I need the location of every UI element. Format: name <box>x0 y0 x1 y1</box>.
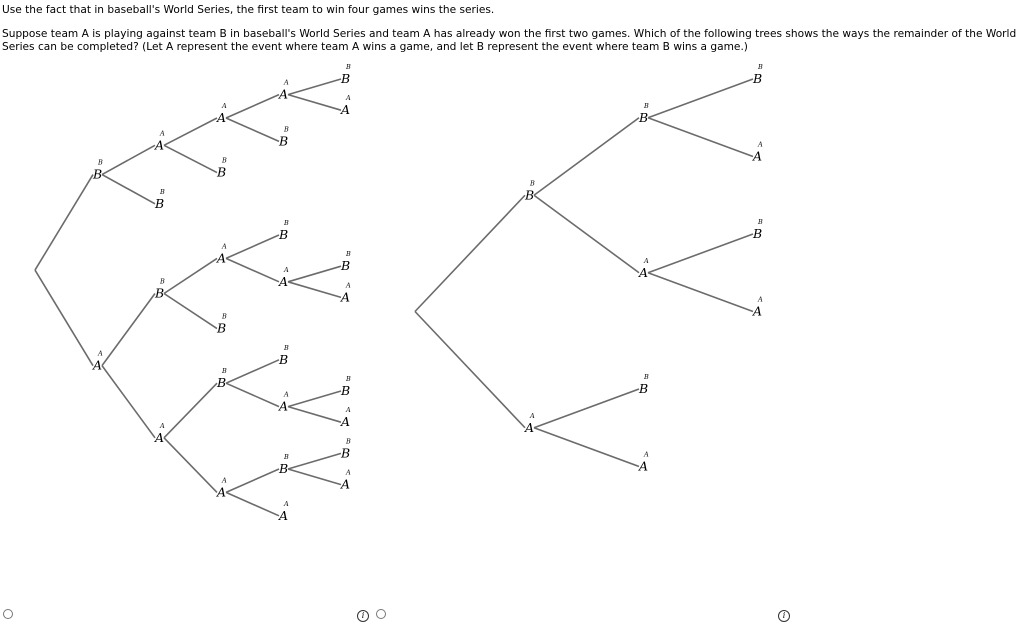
tree-branch <box>288 79 341 95</box>
node-label-b: B <box>93 166 103 182</box>
node-label-b: B <box>753 71 763 86</box>
node-sublabel-b: B <box>346 375 351 383</box>
tree-branch <box>35 270 93 366</box>
node-label-a: A <box>341 414 351 430</box>
tree-branch <box>226 118 279 141</box>
node-sublabel-a: A <box>346 406 351 415</box>
node-sublabel-a: A <box>160 129 165 138</box>
node-sublabel-b: B <box>530 179 535 188</box>
tree-branch <box>164 438 217 493</box>
node-sublabel-a: A <box>346 468 351 477</box>
tree-branch <box>102 145 155 174</box>
tree-branch <box>648 234 753 273</box>
tree-branch <box>164 294 217 329</box>
tree-branch <box>102 175 155 204</box>
tree-branch <box>102 366 155 438</box>
node-label-b: B <box>279 133 289 149</box>
tree-branch <box>226 360 279 383</box>
tree-branch <box>164 383 217 438</box>
node-sublabel-b: B <box>222 156 227 165</box>
node-label-b: B <box>341 258 351 274</box>
node-sublabel-a: A <box>346 94 351 103</box>
node-label-a: A <box>341 289 351 305</box>
tree-branch <box>226 258 279 281</box>
tree-branch <box>226 492 279 515</box>
option-2-info-icon[interactable]: i <box>778 610 790 622</box>
tree-branch <box>164 258 217 293</box>
node-label-a: A <box>279 273 289 289</box>
node-sublabel-a: A <box>530 411 535 420</box>
node-label-a: A <box>753 303 763 319</box>
node-sublabel-b: B <box>346 63 351 71</box>
tree-branch <box>534 428 639 467</box>
node-sublabel-b: B <box>758 218 763 226</box>
node-sublabel-a: A <box>284 265 289 274</box>
tree-branch <box>288 453 341 469</box>
node-label-b: B <box>639 381 649 396</box>
node-label-a: A <box>279 86 289 102</box>
question-prompt: Suppose team A is playing against team B in baseball's World Series and team A has already won the first two games. Which of the following trees shows the ways the remainder of the World Series can be completed? (Let A represent the event where team A wins a game, and let B represent the event where team B wins a game.) <box>2 28 1017 53</box>
node-sublabel-a: A <box>644 450 649 459</box>
node-sublabel-b: B <box>644 101 649 110</box>
tree-branch <box>35 175 93 271</box>
node-sublabel-b: B <box>98 158 103 167</box>
node-label-b: B <box>155 195 165 211</box>
node-label-a: A <box>639 264 649 280</box>
node-label-b: B <box>753 226 763 241</box>
node-label-b: B <box>525 187 535 203</box>
node-label-a: A <box>525 419 535 435</box>
option-1-radio[interactable] <box>3 609 13 619</box>
node-sublabel-a: A <box>284 499 289 508</box>
node-label-b: B <box>341 445 351 461</box>
node-sublabel-b: B <box>284 453 289 461</box>
node-sublabel-a: A <box>98 349 103 358</box>
node-sublabel-a: A <box>644 256 649 265</box>
node-label-b: B <box>217 164 227 180</box>
node-label-a: A <box>341 476 351 492</box>
tree-branch <box>534 389 639 428</box>
node-label-a: A <box>279 507 289 523</box>
tree-branch <box>164 118 217 145</box>
tree-branch <box>164 145 217 172</box>
node-sublabel-b: B <box>222 312 227 321</box>
node-label-b: B <box>639 109 649 125</box>
node-sublabel-b: B <box>758 63 763 71</box>
tree-branch <box>648 118 753 157</box>
node-label-b: B <box>279 461 289 476</box>
node-sublabel-b: B <box>222 367 227 376</box>
tree-branch <box>288 407 341 423</box>
node-label-b: B <box>341 383 351 398</box>
node-label-a: A <box>639 458 649 474</box>
tree-branch <box>534 195 639 273</box>
node-label-b: B <box>217 320 227 336</box>
node-label-a: A <box>155 137 165 153</box>
tree-branch <box>415 312 525 428</box>
node-label-a: A <box>217 250 227 266</box>
tree-branch <box>415 195 525 311</box>
node-label-a: A <box>279 398 289 414</box>
node-label-a: A <box>217 484 227 500</box>
tree-branch <box>288 469 341 485</box>
node-label-b: B <box>279 227 289 242</box>
node-sublabel-b: B <box>284 125 289 134</box>
node-label-a: A <box>155 429 165 445</box>
node-label-a: A <box>753 148 763 164</box>
tree-branch <box>648 79 753 118</box>
tree-branch <box>288 391 341 407</box>
node-sublabel-b: B <box>160 277 165 286</box>
tree-branch <box>534 118 639 196</box>
node-sublabel-b: B <box>644 373 649 381</box>
tree-branch <box>288 266 341 282</box>
node-sublabel-b: B <box>160 187 165 196</box>
node-sublabel-a: A <box>758 140 763 149</box>
tree-branch <box>226 383 279 406</box>
node-sublabel-b: B <box>284 343 289 352</box>
node-label-b: B <box>279 351 289 367</box>
node-sublabel-a: A <box>222 242 227 251</box>
node-label-b: B <box>155 285 165 301</box>
option-1-info-icon[interactable]: i <box>357 610 369 622</box>
node-sublabel-b: B <box>346 437 351 446</box>
node-sublabel-a: A <box>346 281 351 290</box>
node-sublabel-a: A <box>284 390 289 399</box>
option-2-radio[interactable] <box>376 609 386 619</box>
tree-branch <box>226 469 279 492</box>
tree-branch <box>288 95 341 111</box>
node-sublabel-a: A <box>222 102 227 110</box>
node-label-b: B <box>341 71 351 86</box>
tree-branch <box>226 235 279 258</box>
question-intro: Use the fact that in baseball's World Series, the first team to win four games wins the series. <box>2 4 495 16</box>
tree-branch <box>288 282 341 298</box>
node-sublabel-a: A <box>160 421 165 430</box>
node-sublabel-b: B <box>346 250 351 259</box>
tree-branch <box>648 273 753 312</box>
node-sublabel-a: A <box>284 78 289 87</box>
node-label-b: B <box>217 375 227 391</box>
node-label-a: A <box>93 357 103 373</box>
node-sublabel-a: A <box>222 476 227 485</box>
node-sublabel-a: A <box>758 295 763 304</box>
node-label-a: A <box>341 102 351 118</box>
node-label-a: A <box>217 110 227 125</box>
node-sublabel-b: B <box>284 219 289 227</box>
tree-branch <box>102 294 155 366</box>
tree-branch <box>226 95 279 118</box>
